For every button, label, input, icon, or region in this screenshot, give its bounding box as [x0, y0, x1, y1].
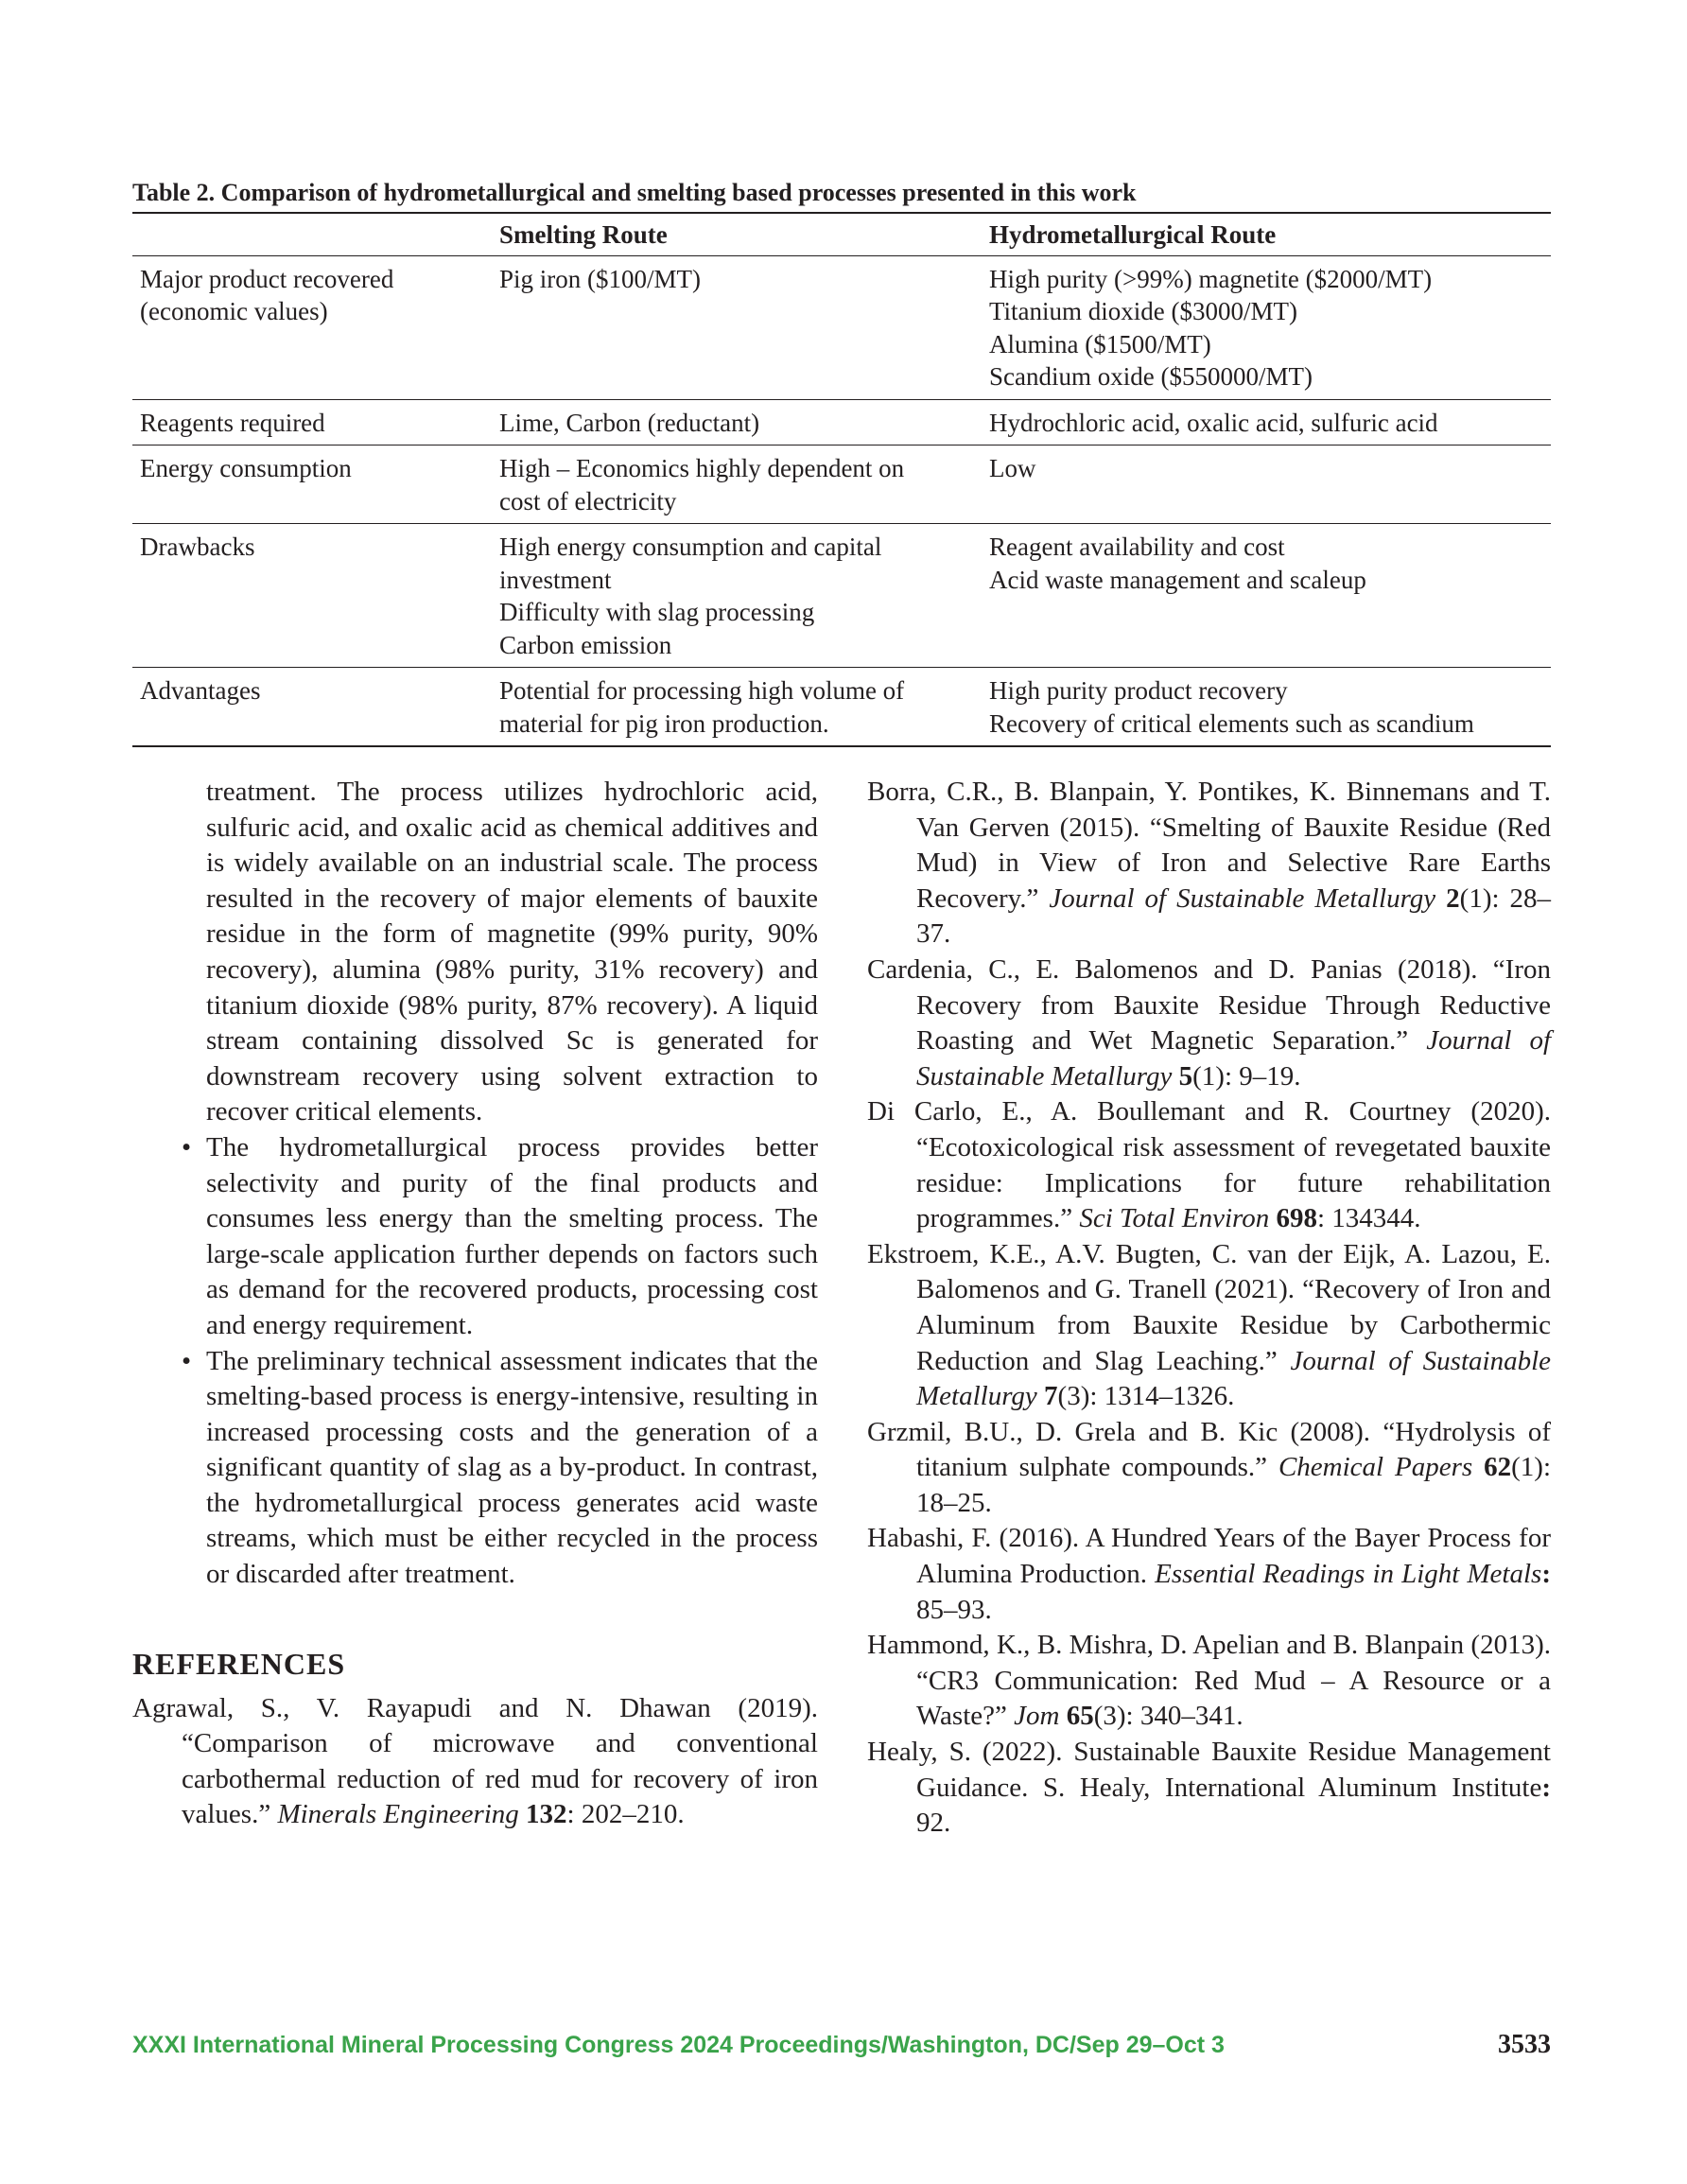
reference-pre: Agrawal, S., V. Rayapudi and N. Dhawan (2019). “Comparison of microwave and conventional carbothermal reduction of red mud for recovery of iron values.” — [132, 1692, 818, 1830]
hydro-cell — [982, 668, 1551, 747]
cell-line: Pig iron ($100/MT) — [499, 264, 701, 293]
reference-pre: Ekstroem, K.E., A.V. Bugten, C. van der Eijk, A. Lazou, E. Balomenos and G. Tranell (2021). “Recovery of Iron and Aluminum from Bauxite Residue by Carbothermic Reduction and Slag Leaching.” — [867, 1238, 1551, 1376]
cell-line: Reagent availability and cost — [989, 533, 1285, 561]
table-header-smelting: Smelting Route — [492, 213, 982, 255]
reference-item — [867, 1521, 1551, 1628]
hydro-cell — [982, 399, 1551, 446]
right-column — [867, 775, 1551, 1842]
reference-post: 92. — [916, 1808, 951, 1839]
reference-volume: 65 — [1066, 1701, 1094, 1732]
reference-sep — [1472, 1452, 1484, 1482]
cell-line: Recovery of critical elements such as scandium — [989, 708, 1474, 738]
cell-line: Potential for processing high volume of — [499, 676, 905, 705]
bullet-item — [182, 1130, 818, 1344]
row-label-cell — [132, 399, 492, 446]
row-label-cell — [132, 668, 492, 747]
cell-line: Reagents required — [140, 408, 325, 437]
reference-volume: 5 — [1178, 1060, 1193, 1092]
smelting-cell — [492, 524, 982, 668]
reference-journal: Essential Readings in Light Metals — [1155, 1559, 1542, 1590]
reference-pre: Habashi, F. (2016). A Hundred Years of the Bayer Process for Alumina Production. — [867, 1523, 1551, 1590]
reference-item — [867, 1237, 1551, 1415]
cell-line: Hydrochloric acid, oxalic acid, sulfuric acid — [989, 408, 1438, 437]
reference-volume: : — [1541, 1772, 1551, 1803]
cell-line: Alumina ($1500/MT) — [989, 329, 1211, 358]
reference-post: 85–93. — [916, 1594, 992, 1625]
table-header-hydro: Hydrometallurgical Route — [982, 213, 1551, 255]
reference-item — [132, 1691, 818, 1833]
reference-volume: 698 — [1276, 1203, 1317, 1234]
hydro-cell — [982, 524, 1551, 668]
reference-sep — [519, 1799, 526, 1829]
cell-line: Low — [989, 454, 1036, 482]
reference-post: (1): 9–19. — [1192, 1060, 1301, 1092]
reference-pre: Di Carlo, E., A. Boullemant and R. Courtney (2020). “Ecotoxicological risk assessment of revegetated bauxite residue: Implications for future rehabilitation programmes.” — [867, 1096, 1551, 1234]
cell-line: material for pig iron production. — [499, 708, 829, 738]
hydro-cell — [982, 446, 1551, 524]
cell-line: Advantages — [140, 676, 261, 705]
references-list-left — [132, 1691, 818, 1833]
reference-journal: Jom — [1014, 1701, 1060, 1732]
cell-line: Titanium dioxide ($3000/MT) — [989, 297, 1298, 325]
cell-line: High purity product recovery — [989, 676, 1288, 705]
references-list-right — [867, 775, 1551, 1842]
table-header-row — [132, 213, 1551, 255]
cell-line: cost of electricity — [499, 486, 677, 515]
reference-post: (1): 18–25. — [916, 1452, 1552, 1518]
bullet-marker: • — [182, 1345, 192, 1376]
reference-item — [867, 1415, 1551, 1522]
bullet-text: The preliminary technical assessment indicates that the smelting-based process is energy-intensive, resulting in increased processing costs and the generation of a significant quantity of slag as a by-product. In contrast, the hydrometallurgical process generates acid waste streams, which must be either recycled in the process or discarded after treatment. — [206, 1345, 818, 1590]
row-label-cell — [132, 255, 492, 399]
bullet-item — [182, 1344, 818, 1593]
cell-line: investment — [499, 565, 612, 594]
continued-paragraph: treatment. The process utilizes hydrochloric acid, sulfuric acid, and oxalic acid as chemical additives and is widely available on an industrial scale. The process resulted in the recovery of major elements of bauxite residue in the form of magnetite (99% purity, 90% recovery), alumina (98% purity, 31% recovery) and titanium dioxide (98% purity, 87% recovery). A liquid stream containing dissolved Sc is generated for downstream recovery using solvent extraction to recover critical elements. — [206, 777, 818, 1127]
reference-post: : 202–210. — [566, 1799, 685, 1830]
reference-item — [867, 952, 1551, 1094]
reference-item — [867, 1628, 1551, 1735]
reference-volume: 7 — [1044, 1381, 1058, 1412]
reference-post: (1): 28–37. — [916, 882, 1552, 950]
reference-post: (3): 340–341. — [1093, 1701, 1244, 1732]
cell-line: Carbon emission — [499, 630, 672, 659]
cell-line: Lime, Carbon (reductant) — [499, 408, 760, 437]
reference-volume: 2 — [1446, 882, 1460, 914]
reference-pre: Healy, S. (2022). Sustainable Bauxite Residue Management Guidance. S. Healy, International Aluminum Institute — [867, 1737, 1551, 1803]
reference-pre: Hammond, K., B. Mishra, D. Apelian and B. Blanpain (2013). “CR3 Communication: Red Mud – A Resource or a Waste?” — [867, 1630, 1551, 1732]
table-row — [132, 668, 1551, 747]
hydro-cell — [982, 255, 1551, 399]
left-column — [132, 775, 818, 1833]
reference-volume: : — [1541, 1559, 1551, 1590]
reference-pre: Grzmil, B.U., D. Grela and B. Kic (2008). “Hydrolysis of titanium sulphate compounds.” — [867, 1416, 1551, 1483]
table-row — [132, 399, 1551, 446]
reference-journal: Chemical Papers — [1278, 1452, 1473, 1483]
page-number: 3533 — [1498, 2030, 1551, 2059]
footer-text: XXXI International Mineral Processing Congress 2024 Proceedings/Washington, DC/Sep 29–Oct 3 — [132, 2032, 1225, 2058]
cell-line: High purity (>99%) magnetite ($2000/MT) — [989, 264, 1433, 293]
table-row — [132, 446, 1551, 524]
smelting-cell — [492, 668, 982, 747]
cell-line: Scandium oxide ($550000/MT) — [989, 362, 1313, 391]
cell-line: (economic values) — [140, 297, 328, 325]
reference-item — [867, 1094, 1551, 1236]
reference-sep — [1037, 1381, 1044, 1411]
reference-volume: 62 — [1484, 1452, 1512, 1483]
reference-journal: Journal of Sustainable Metallurgy — [1049, 882, 1436, 914]
smelting-cell — [492, 255, 982, 399]
reference-pre: Cardenia, C., E. Balomenos and D. Panias (2018). “Iron Recovery from Bauxite Residue Through Reductive Roasting and Wet Magnetic Separation.” — [867, 953, 1551, 1057]
reference-pre: Borra, C.R., B. Blanpain, Y. Pontikes, K. Binnemans and T. Van Gerven (2015). “Smelting of Bauxite Residue (Red Mud) in View of Iron and Selective Rare Earths Recovery.” — [867, 777, 1551, 914]
table-row — [132, 255, 1551, 399]
reference-journal: Journal of Sustainable Metallurgy — [916, 1345, 1552, 1412]
cell-line: Energy consumption — [140, 454, 352, 482]
table-caption: Table 2. Comparison of hydrometallurgical and smelting based processes presented in this work — [132, 179, 1137, 206]
comparison-table — [132, 212, 1551, 747]
cell-line: Difficulty with slag processing — [499, 598, 815, 626]
table-header-empty — [132, 213, 492, 255]
bullet-text: The hydrometallurgical process provides better selectivity and purity of the final products and consumes less energy than the smelting process. The large-scale application further depends on factors such as demand for the recovered products, processing cost and energy requirement. — [206, 1131, 818, 1340]
reference-post: : 134344. — [1316, 1203, 1421, 1234]
bullet-marker: • — [182, 1131, 192, 1162]
table-body — [132, 255, 1551, 746]
reference-item — [867, 1735, 1551, 1842]
reference-journal: Journal of Sustainable Metallurgy — [916, 1025, 1551, 1092]
smelting-cell — [492, 399, 982, 446]
references-heading: REFERENCES — [132, 1646, 346, 1681]
reference-sep — [1435, 883, 1446, 914]
smelting-cell — [492, 446, 982, 524]
reference-sep — [1172, 1061, 1178, 1092]
cell-line: Drawbacks — [140, 533, 255, 561]
reference-sep — [1059, 1701, 1066, 1731]
cell-line: High energy consumption and capital — [499, 533, 882, 561]
reference-post: (3): 1314–1326. — [1057, 1381, 1235, 1412]
reference-volume: 132 — [526, 1799, 567, 1830]
reference-journal: Minerals Engineering — [277, 1799, 519, 1830]
cell-line: Major product recovered — [140, 264, 394, 293]
row-label-cell — [132, 524, 492, 668]
table-row — [132, 524, 1551, 668]
reference-journal: Sci Total Environ — [1079, 1203, 1270, 1234]
reference-item — [867, 775, 1551, 952]
cell-line: Acid waste management and scaleup — [989, 565, 1366, 594]
cell-line: High – Economics highly dependent on — [499, 454, 905, 482]
row-label-cell — [132, 446, 492, 524]
